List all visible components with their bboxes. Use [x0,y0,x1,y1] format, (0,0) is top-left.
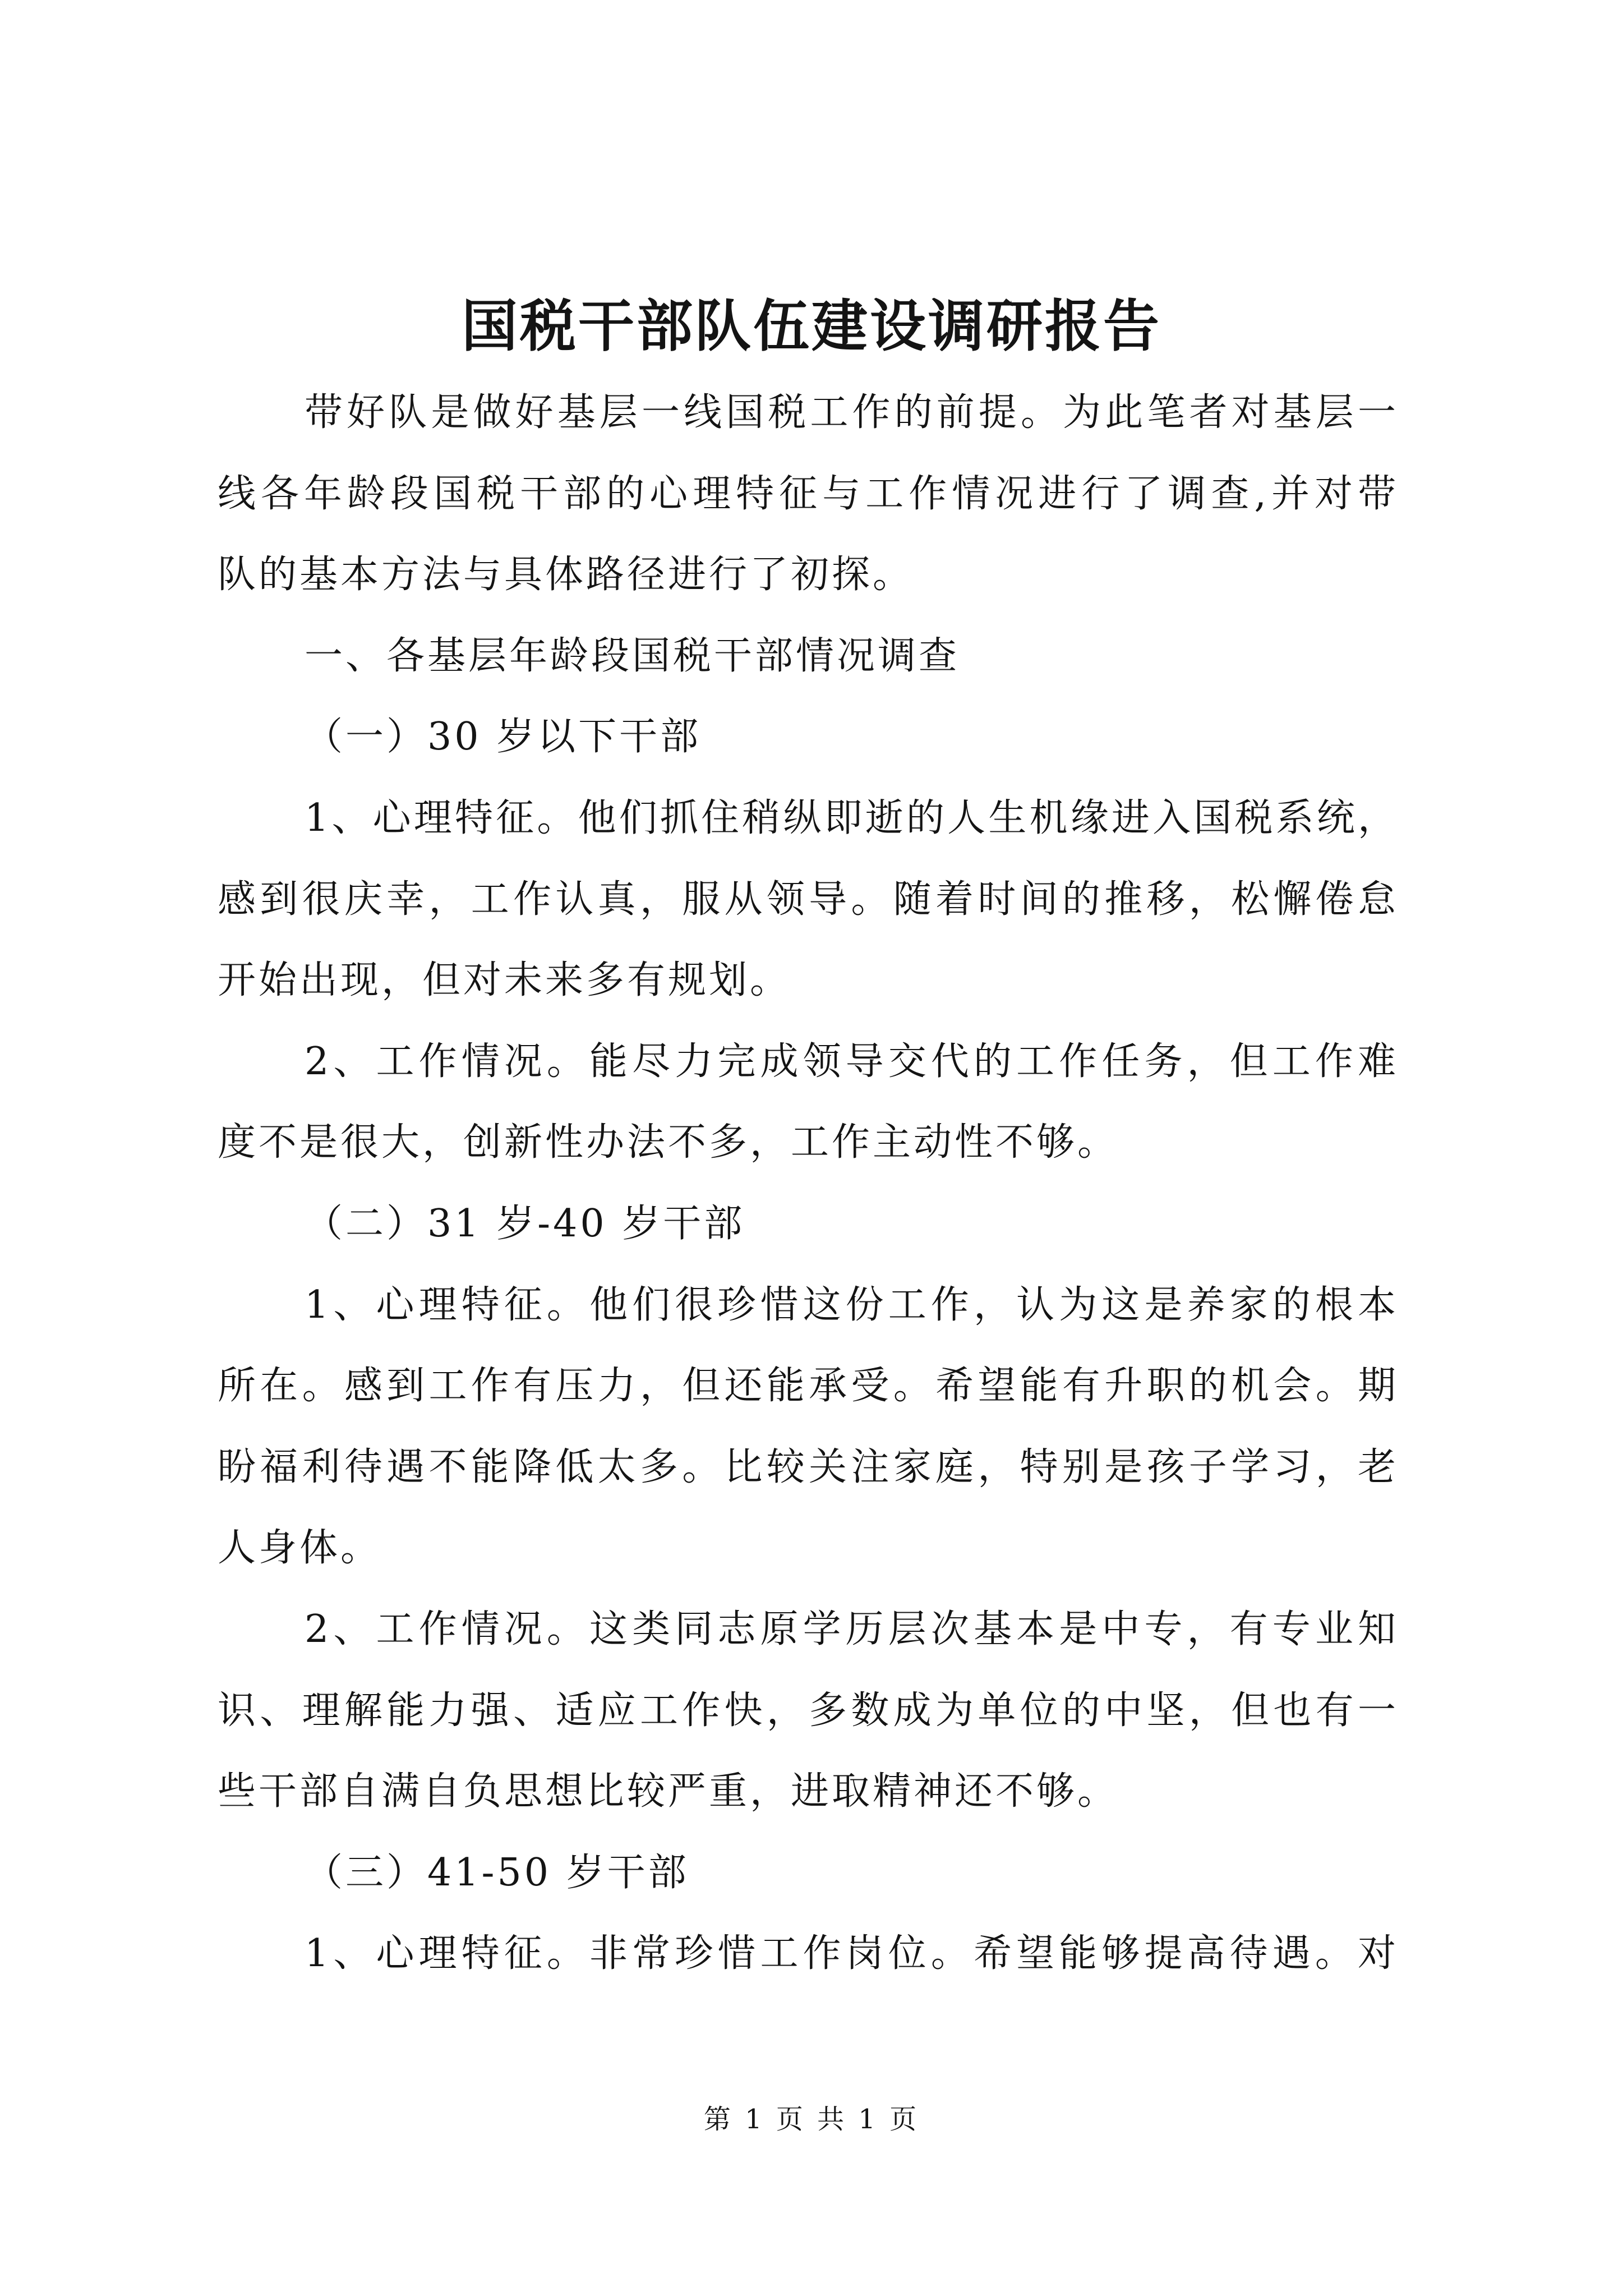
body-paragraph [218,1913,1399,1995]
paragraph-line: 识、理解能力强、适应工作快，多数成为单位的中坚，但也有一 [218,1688,1399,1733]
subsection-heading-text: （三）41-50 岁干部 [305,1850,689,1895]
paragraph-line: 2、工作情况。这类同志原学历层次基本是中专，有专业知 [305,1607,1399,1651]
intro-paragraph [218,372,1399,616]
body-paragraph [218,1022,1399,1184]
document-title: 国税干部队伍建设调研报告 [462,293,1161,359]
paragraph-line: 1、心理特征。他们很珍惜这份工作，认为这是养家的根本 [305,1282,1399,1327]
document-body [218,372,1399,1995]
paragraph-line: 带好队是做好基层一线国税工作的前提。为此笔者对基层一 [305,390,1399,435]
paragraph-line: 队的基本方法与具体路径进行了初探。 [218,553,914,597]
paragraph-line: 1、心理特征。非常珍惜工作岗位。希望能够提高待遇。对 [305,1931,1399,1976]
paragraph-line: 度不是很大，创新性办法不多，工作主动性不够。 [218,1120,1119,1165]
section-heading [218,616,1399,697]
subsection-heading [218,697,1399,778]
paragraph-line: 所在。感到工作有压力，但还能承受。希望能有升职的机会。期 [218,1364,1399,1409]
subsection-heading [218,1833,1399,1914]
body-paragraph [218,1265,1399,1589]
paragraph-line: 些干部自满自负思想比较严重，进取精神还不够。 [218,1769,1119,1814]
paragraph-line: 开始出现，但对未来多有规划。 [218,958,791,1003]
page-footer: 第 1 页 共 1 页 [703,2104,920,2135]
subsection-heading-text: （二）31 岁-40 岁干部 [305,1201,745,1246]
body-paragraph [218,778,1399,1022]
paragraph-line: 感到很庆幸，工作认真，服从领导。随着时间的推移，松懈倦怠 [218,877,1399,922]
paragraph-line: 2、工作情况。能尽力完成领导交代的工作任务，但工作难 [305,1039,1399,1084]
subsection-heading-text: （一）30 岁以下干部 [305,715,702,760]
subsection-heading [218,1184,1399,1265]
body-paragraph [218,1589,1399,1833]
paragraph-line: 1、心理特征。他们抓住稍纵即逝的人生机缘进入国税系统， [305,795,1399,840]
paragraph-line: 线各年龄段国税干部的心理特征与工作情况进行了调查,并对带 [218,471,1399,516]
paragraph-line: 盼福利待遇不能降低太多。比较关注家庭，特别是孩子学习，老 [218,1444,1399,1489]
section-heading-text: 一、各基层年龄段国税干部情况调查 [305,633,960,678]
paragraph-line: 人身体。 [218,1526,382,1571]
